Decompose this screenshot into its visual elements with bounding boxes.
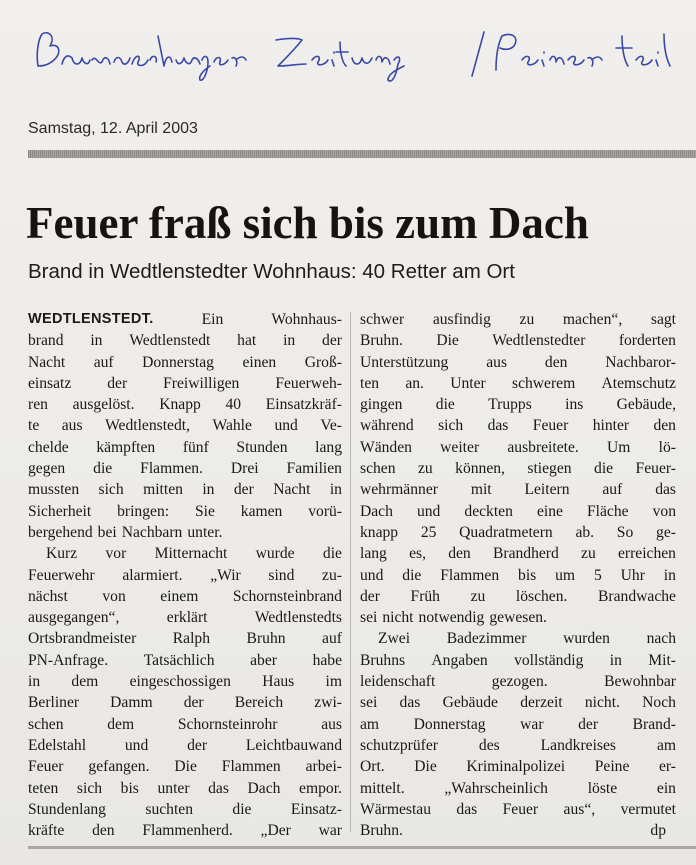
article-line: der Früh zu löschen. Brandwache <box>360 587 676 605</box>
article-line: schutzprüfer des Landkreises am <box>360 736 676 754</box>
header-rule <box>28 150 696 158</box>
article-line: schwer ausfindig zu machen“, sagt <box>360 311 676 328</box>
handwritten-source-note <box>32 26 672 86</box>
article-line: gegen die Flammen. Drei Familien <box>28 460 342 478</box>
publication-date: Samstag, 12. April 2003 <box>28 120 198 137</box>
article-line: Bruhns Angaben vollständig in Mit- <box>360 651 676 669</box>
article-line: gingen die Trupps ins Gebäude, <box>360 396 676 414</box>
article-line: Bruhn. Die Wedtlenstedter forderten <box>360 332 676 350</box>
article-line: Feuerwehr alarmiert. „Wir sind zu- <box>28 566 342 584</box>
article-line: Stundenlang suchten die Einsatz- <box>28 800 342 818</box>
article-line: nächst von einem Schornsteinbrand <box>28 587 342 605</box>
article-line: chelde kämpften fünf Stunden lang <box>28 438 342 456</box>
article-line: sei das Gebäude derzeit nicht. Noch <box>360 694 676 712</box>
article-line: knapp 25 Quadratmetern ab. So ge- <box>360 523 676 541</box>
article-line: Wärmestau das Feuer aus“, vermutet <box>360 800 676 818</box>
article-line: Bruhn. dp <box>360 820 676 841</box>
handwriting-ink-icon <box>32 26 672 86</box>
article-line: Wänden weiter ausbreitete. Um lö- <box>360 438 676 456</box>
article-line: Dach und deckten eine Fläche von <box>360 502 676 520</box>
article-line: kräfte den Flammenherd. „Der war <box>28 822 342 840</box>
article-column-right <box>360 309 676 841</box>
article-line: lang es, den Brandherd zu erreichen <box>360 545 676 563</box>
article-line: te aus Wedtlenstedt, Wahle und Ve- <box>28 417 342 435</box>
article-line: PN-Anfrage. Tatsächlich aber habe <box>28 651 342 669</box>
article-line: wehrmänner mit Leitern auf das <box>360 481 676 499</box>
article-line: und die Flammen bis um 5 Uhr in <box>360 566 676 584</box>
article-line: einsatz der Freiwilligen Feuerweh- <box>28 374 342 392</box>
headline: Feuer fraß sich bis zum Dach <box>26 198 589 248</box>
article-line: Edelstahl und der Leichtbauwand <box>28 736 342 754</box>
subheadline: Brand in Wedtlenstedter Wohnhaus: 40 Retter am Ort <box>28 260 515 283</box>
article-line: Nacht auf Donnerstag einen Groß- <box>28 353 342 371</box>
article-line: teten sich bis unter das Dach empor. <box>28 779 342 797</box>
article-line: mittelt. „Wahrscheinlich löste ein <box>360 779 676 797</box>
article-line: Ortsbrandmeister Ralph Bruhn auf <box>28 630 342 648</box>
article-line: brand in Wedtlenstedt hat in der <box>28 332 342 350</box>
article-line: Zwei Badezimmer wurden nach <box>378 630 676 648</box>
article-line: Kurz vor Mitternacht wurde die <box>46 545 342 563</box>
article-line: am Donnerstag war der Brand- <box>360 715 676 733</box>
article-line: bergehend bei Nachbarn unter. <box>28 523 223 541</box>
article-line: Feuer gefangen. Die Flammen arbei- <box>28 758 342 776</box>
article-dateline: WEDTLENSTEDT. <box>28 311 154 327</box>
article-line: in dem eingeschossigen Haus im <box>28 673 342 691</box>
article-line: Sicherheit bringen: Sie kamen vorü- <box>28 502 342 520</box>
article-line: schen dem Schornsteinrohr aus <box>28 715 342 733</box>
article-line: sei nicht notwendig gewesen. <box>360 609 547 627</box>
article-line: ren ausgelöst. Knapp 40 Einsatzkräf- <box>28 396 342 414</box>
author-initials: dp <box>650 822 666 840</box>
article-line: während sich das Feuer hinter den <box>360 417 676 435</box>
article-line: mussten sich mitten in der Nacht in <box>28 481 342 499</box>
article-line: Ort. Die Kriminalpolizei Peine er- <box>360 758 676 776</box>
article-line: leidenschaft gezogen. Bewohnbar <box>360 673 676 691</box>
article-line: ten an. Unter schwerem Atemschutz <box>360 374 676 392</box>
article-line: Berliner Damm der Bereich zwi- <box>28 694 342 712</box>
footer-rule <box>28 846 696 849</box>
article-line: ausgegangen“, erklärt Wedtlenstedts <box>28 609 342 627</box>
article-line: Unterstützung aus den Nachbaror- <box>360 353 676 371</box>
article-line: schen zu können, stiegen die Feuer- <box>360 460 676 478</box>
article-column-left <box>28 309 342 841</box>
article-line: WEDTLENSTEDT. Ein Wohnhaus- <box>28 309 342 330</box>
column-divider <box>350 312 351 832</box>
